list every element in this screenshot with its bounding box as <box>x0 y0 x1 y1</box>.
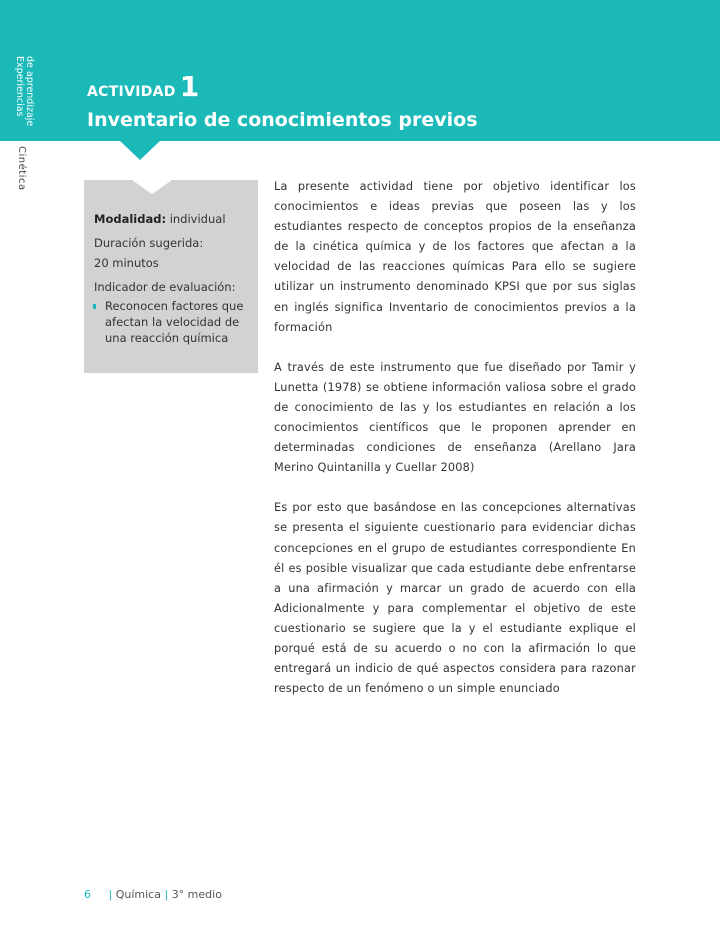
page-title: Inventario de conocimientos previos <box>87 109 478 131</box>
bullet-icon <box>93 304 96 309</box>
body-text <box>274 177 636 719</box>
indicador-label: Indicador de evaluación: <box>94 280 236 294</box>
section-label-line2: de aprendizaje <box>24 56 35 127</box>
section-label <box>14 56 34 126</box>
modalidad-value: individual <box>169 212 226 226</box>
paragraph: Es por esto que basándose en las concepciones alternativas se presenta el siguiente cuestionario para evidenciar dichas concepciones en el grupo de estudiantes correspondiente En él es posible visualizar que cada estudiante debe enfrentarse a una afirmación y marcar un grado de acuerdo con ella Adicionalmente y para complementar el objetivo de este cuestionario se sugiere que la y el estudiante explique el porqué está de su acuerdo o no con la afirmación lo que entregará un indicio de qué aspectos considera para razonar respecto de un fenómeno o un simple enunciado <box>274 501 636 696</box>
paragraph: La presente actividad tiene por objetivo identificar los conocimientos e ideas previas que poseen las y los estudiantes respecto de conceptos propios de la enseñanza de la cinética química y de los factores que afectan a la velocidad de las reacciones químicas Para ello se sugiere utilizar un instrumento denominado KPSI que por sus siglas en inglés significa Inventario de conocimientos previos a la formación <box>274 180 636 334</box>
footer-grade: 3° medio <box>171 888 222 901</box>
activity-heading <box>87 70 199 103</box>
info-box-notch <box>132 180 172 194</box>
paragraph: A través de este instrumento que fue diseñado por Tamir y Lunetta (1978) se obtiene información valiosa sobre el grado de conocimiento de las y los estudiantes en relación a los conocimientos científicos que le proponen aprender en determinadas condiciones de enseñanza (Arellano Jara Merino Quintanilla y Cuellar 2008) <box>274 360 636 475</box>
modalidad <box>94 212 226 226</box>
duracion-label: Duración sugerida: <box>94 236 204 250</box>
page-number: 6 <box>84 888 91 901</box>
footer-subject: Química <box>115 888 161 901</box>
header-pointer <box>119 140 161 160</box>
info-box <box>84 180 258 373</box>
section-label-line1: Experiencias <box>14 56 25 117</box>
duracion-value: 20 minutos <box>94 256 159 270</box>
page-footer <box>84 888 222 901</box>
modalidad-label: Modalidad: <box>94 212 167 226</box>
activity-label: ACTIVIDAD <box>87 84 176 100</box>
footer-separator: | <box>164 888 169 901</box>
footer-separator: | <box>108 888 113 901</box>
topic-label: Cinética <box>16 146 27 191</box>
indicador-item: Reconocen factores que afectan la velocidad de una reacción química <box>105 299 244 345</box>
activity-number: 1 <box>179 70 200 103</box>
